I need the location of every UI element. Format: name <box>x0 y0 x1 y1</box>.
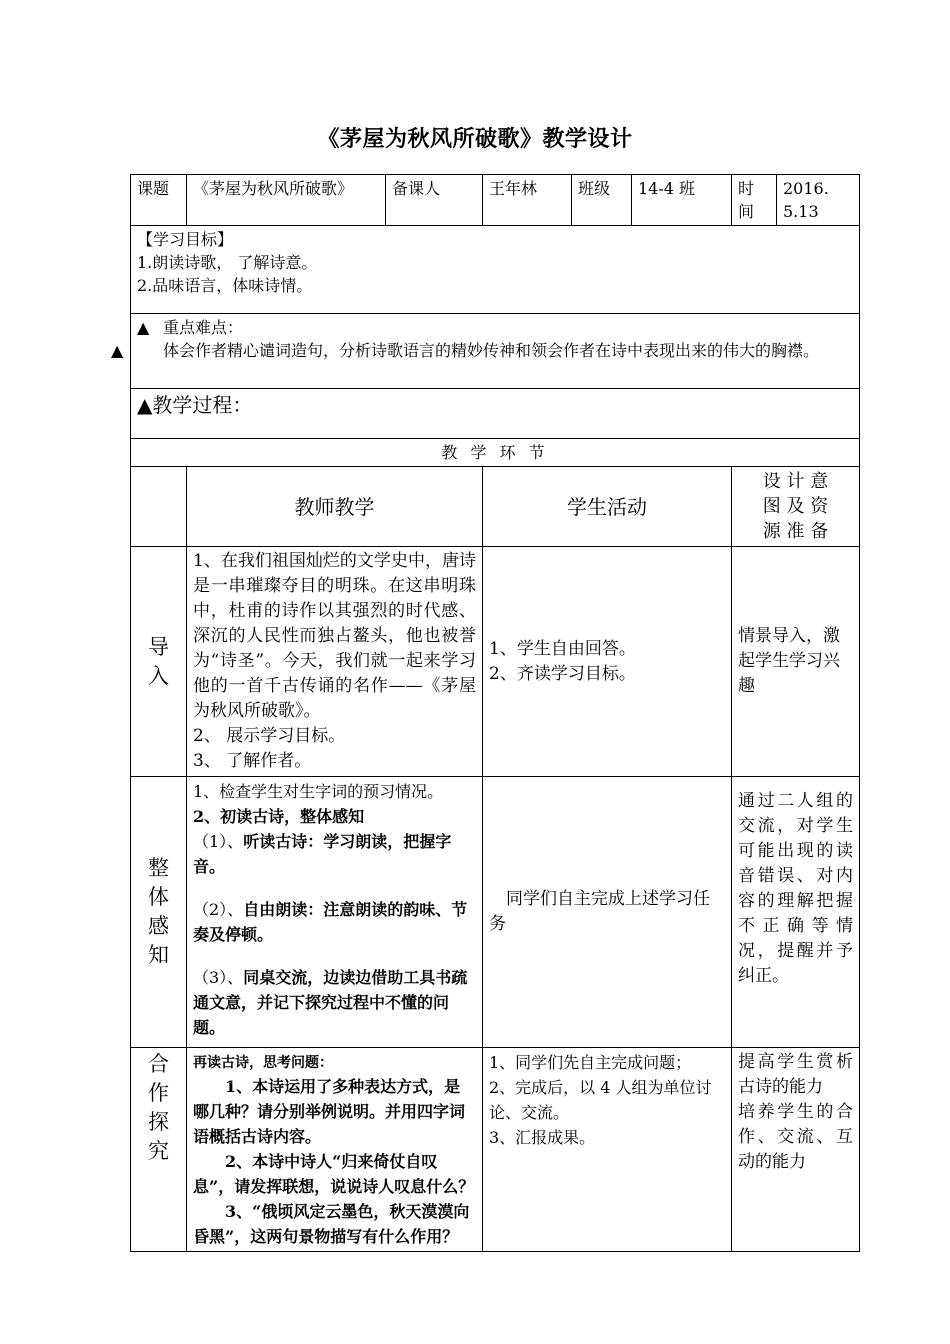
goals-heading: 【学习目标】 <box>137 230 234 249</box>
key-points-row <box>131 314 860 389</box>
topic-label: 课题 <box>131 175 187 226</box>
design-column-header: 设 计 意 图 及 资 源 准 备 <box>732 467 860 547</box>
perceive-row <box>131 777 860 1048</box>
process-heading: ▲教学过程： <box>131 389 860 439</box>
topic-value: 《茅屋为秋风所破歌》 <box>187 175 386 226</box>
explore-design: 提高学生赏析古诗的能力 培养学生的合作、交流、互动的能力 <box>732 1048 860 1252</box>
time-label-line-2: 间 <box>738 202 755 221</box>
time-label <box>732 175 777 226</box>
perceive-teacher: 1、检查学生对生字词的预习情况。 2、初读古诗，整体感知 （1）、听读古诗：学习朗读，把握字音。 （2）、自由朗读：注意朗读的韵味、节奏及停顿。 （3）、同桌交流，边读边借助工具书疏通文意，并记下探究过程中不懂的问题。 <box>187 777 483 1048</box>
goal-item: 2.品味语言，体味诗情。 <box>137 276 313 295</box>
lesson-plan-table <box>111 174 860 1252</box>
explore-row <box>131 1048 860 1252</box>
explore-student: 1、同学们先自主完成问题； 2、完成后，以 4 人组为单位讨论、交流。 3、汇报成果。 <box>483 1048 732 1252</box>
time-value-line-2: 5.13 <box>783 202 819 221</box>
class-label: 班级 <box>572 175 632 226</box>
class-value: 14-4 班 <box>632 175 732 226</box>
section-header-row <box>131 439 860 467</box>
stage-perceive: 整 体 感 知 <box>131 777 187 1048</box>
triangle-icon: ▲ <box>111 341 124 360</box>
header-row <box>131 175 860 226</box>
page-title: 《茅屋为秋风所破歌》教学设计 <box>317 127 633 152</box>
teacher-column-header: 教师教学 <box>187 467 483 547</box>
time-label-line-1: 时 <box>738 179 755 198</box>
stage-explore: 合 作 探 究 <box>131 1048 187 1252</box>
triangle-icon: ▲ <box>137 318 150 337</box>
student-column-header: 学生活动 <box>483 467 732 547</box>
stage-intro: 导 入 <box>131 547 187 777</box>
column-header-row <box>131 467 860 547</box>
intro-student: 1、学生自由回答。 2、齐读学习目标。 <box>483 547 732 777</box>
preparer-value: 王年林 <box>483 175 572 226</box>
time-value <box>777 175 860 226</box>
key-points-heading: 重点难点： <box>163 318 244 337</box>
process-row <box>131 389 860 439</box>
preparer-label: 备课人 <box>386 175 483 226</box>
goal-item: 1.朗读诗歌， 了解诗意。 <box>137 253 318 272</box>
intro-teacher: 1、在我们祖国灿烂的文学史中，唐诗是一串璀璨夺目的明珠。在这串明珠中，杜甫的诗作以其强烈的时代感、深沉的人民性而独占鳌头，他也被誉为“诗圣”。今天，我们就一起来学习他的一首千古传诵的名作——《茅屋为秋风所破歌》。 2、 展示学习目标。 3、 了解作者。 <box>187 547 483 777</box>
perceive-design: 通过二人组的交流，对学生可能出现的读音错误、对内容的理解把握不正确等情况，提醒并予纠正。 <box>732 777 860 1048</box>
time-value-line-1: 2016. <box>783 179 829 198</box>
key-points-text: 体会作者精心谴词造句，分析诗歌语言的精妙传神和领会作者在诗中表现出来的伟大的胸襟。 <box>163 341 820 360</box>
intro-design: 情景导入，激起学生学习兴趣 <box>732 547 860 777</box>
explore-teacher: 再读古诗，思考问题： 1、本诗运用了多种表达方式，是哪几种？请分别举例说明。并用四字词语概括古诗内容。 2、本诗中诗人“归来倚仗自叹息”，请发挥联想，说说诗人叹息什么？ 3、“俄顷风定云墨色，秋天漠漠向昏黑”，这两句景物描写有什么作用？ <box>187 1048 483 1252</box>
perceive-student: 同学们自主完成上述学习任务 <box>483 777 732 1048</box>
intro-row <box>131 547 860 777</box>
goals-row <box>131 226 860 314</box>
section-header: 教 学 环 节 <box>131 439 860 467</box>
key-points-cell <box>111 314 860 389</box>
goals-cell <box>131 226 860 314</box>
